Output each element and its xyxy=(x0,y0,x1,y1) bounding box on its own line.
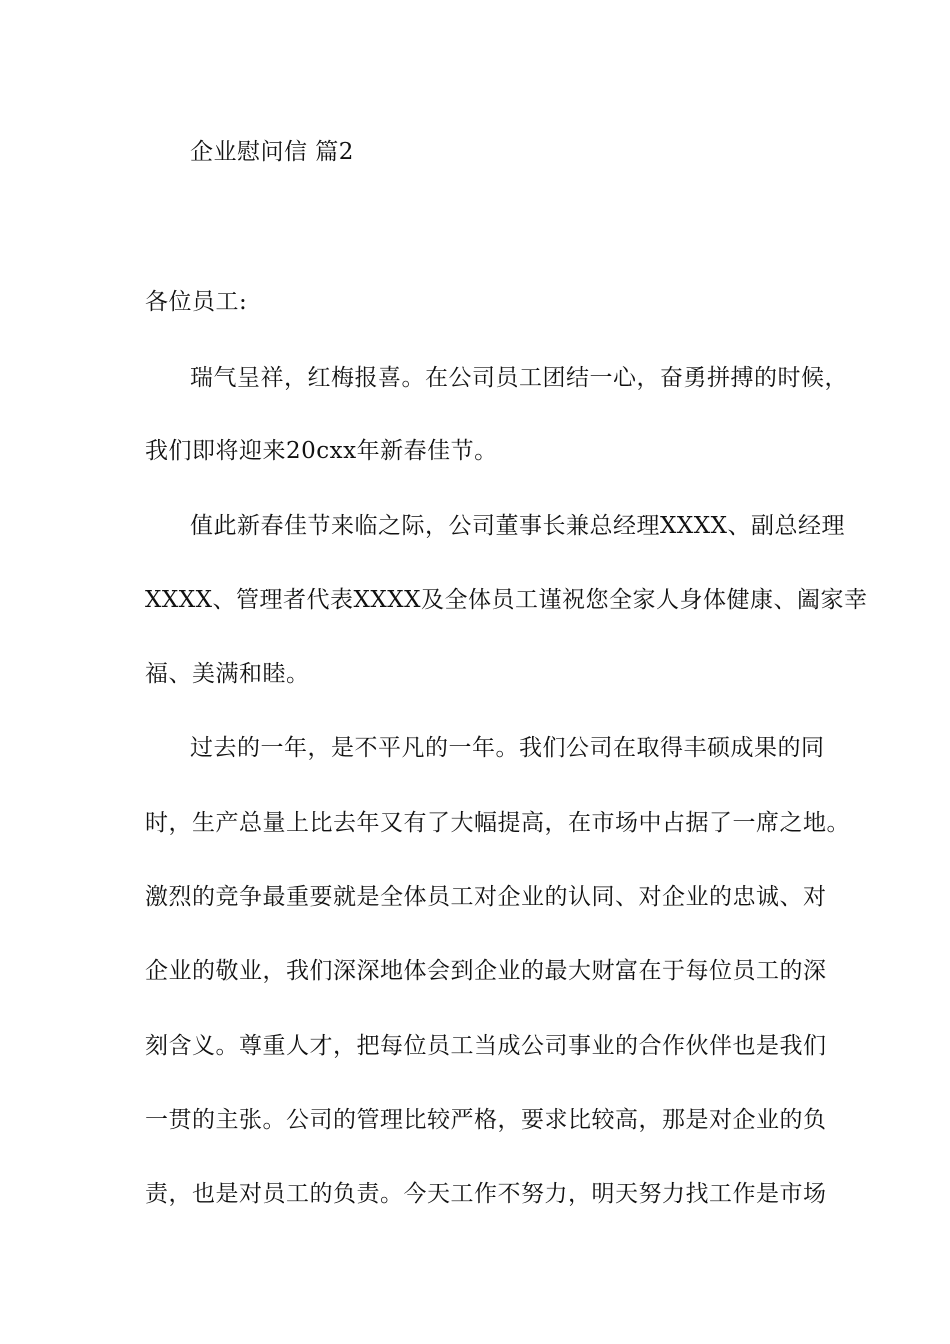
paragraph-line: 过去的一年，是不平凡的一年。我们公司在取得丰硕成果的同 xyxy=(190,735,825,761)
paragraph-line: 激烈的竞争最重要就是全体员工对企业的认同、对企业的忠诚、对 xyxy=(145,884,827,910)
document-heading: 企业慰问信 篇2 xyxy=(190,139,354,165)
paragraph-line: 值此新春佳节来临之际，公司董事长兼总经理XXXX、副总经理 xyxy=(190,513,845,539)
paragraph-line: 一贯的主张。公司的管理比较严格，要求比较高，那是对企业的负 xyxy=(145,1107,827,1133)
paragraph-line: 瑞气呈祥，红梅报喜。在公司员工团结一心，奋勇拼搏的时候， xyxy=(190,365,848,391)
paragraph-line: 责，也是对员工的负责。今天工作不努力，明天努力找工作是市场 xyxy=(145,1181,827,1207)
paragraph-line: 时，生产总量上比去年又有了大幅提高，在市场中占据了一席之地。 xyxy=(145,810,850,836)
paragraph-line: 企业的敬业，我们深深地体会到企业的最大财富在于每位员工的深 xyxy=(145,958,827,984)
paragraph-line: 刻含义。尊重人才，把每位员工当成公司事业的合作伙伴也是我们 xyxy=(145,1033,827,1059)
paragraph-line: 福、美满和睦。 xyxy=(145,661,310,687)
salutation: 各位员工: xyxy=(145,289,248,315)
paragraph-line: 我们即将迎来20cxx年新春佳节。 xyxy=(145,438,498,464)
paragraph-line: XXXX、管理者代表XXXX及全体员工谨祝您全家人身体健康、阖家幸 xyxy=(145,587,868,613)
